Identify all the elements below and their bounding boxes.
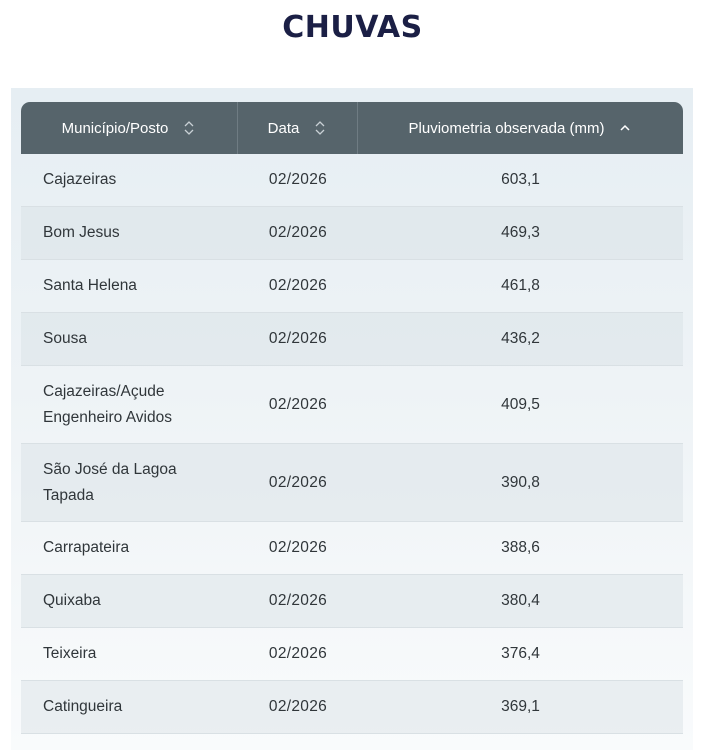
table-row bbox=[21, 681, 683, 734]
cell-municipio: Teixeira bbox=[43, 645, 97, 662]
cell-data: 02/2026 bbox=[268, 395, 328, 413]
table-row bbox=[21, 522, 683, 575]
cell-municipio: Carrapateira bbox=[43, 539, 130, 556]
table-row bbox=[21, 207, 683, 260]
column-header-data[interactable] bbox=[238, 102, 358, 154]
cell-data: 02/2026 bbox=[268, 330, 328, 347]
table-row bbox=[21, 628, 683, 681]
sort-both-icon[interactable] bbox=[313, 118, 327, 138]
cell-data: 02/2026 bbox=[268, 473, 328, 491]
cell-data: 02/2026 bbox=[268, 592, 328, 609]
table-row bbox=[21, 154, 683, 207]
cell-pluviometria: 390,8 bbox=[501, 473, 540, 491]
table-row bbox=[21, 366, 683, 444]
cell-municipio: Cajazeiras/Açude Engenheiro Avidos bbox=[43, 382, 172, 426]
column-header-label: Data bbox=[267, 119, 300, 137]
rainfall-panel bbox=[11, 88, 693, 750]
cell-pluviometria: 369,1 bbox=[501, 698, 540, 715]
cell-pluviometria: 461,8 bbox=[501, 277, 540, 294]
table-row bbox=[21, 313, 683, 366]
rainfall-table bbox=[21, 102, 683, 734]
cell-municipio: São José da Lagoa Tapada bbox=[43, 460, 177, 504]
table-header bbox=[21, 102, 683, 154]
sort-up-icon[interactable] bbox=[618, 118, 632, 138]
cell-pluviometria: 436,2 bbox=[501, 330, 540, 347]
cell-municipio: Sousa bbox=[43, 330, 87, 347]
cell-municipio: Catingueira bbox=[43, 698, 123, 715]
cell-pluviometria: 376,4 bbox=[501, 645, 540, 662]
column-header-municipio[interactable] bbox=[21, 102, 238, 154]
cell-municipio: Santa Helena bbox=[43, 277, 137, 294]
column-header-label: Pluviometria observada (mm) bbox=[408, 119, 605, 137]
sort-both-icon[interactable] bbox=[182, 118, 196, 138]
table-row bbox=[21, 444, 683, 522]
cell-municipio: Bom Jesus bbox=[43, 224, 120, 241]
cell-data: 02/2026 bbox=[268, 698, 328, 715]
cell-pluviometria: 380,4 bbox=[501, 592, 540, 609]
cell-municipio: Cajazeiras bbox=[43, 171, 117, 188]
table-row bbox=[21, 575, 683, 628]
table-row bbox=[21, 260, 683, 313]
page-title: CHUVAS bbox=[282, 10, 423, 45]
cell-municipio: Quixaba bbox=[43, 592, 101, 609]
column-header-pluviometria[interactable] bbox=[358, 102, 683, 154]
cell-pluviometria: 603,1 bbox=[501, 171, 540, 188]
column-header-label: Município/Posto bbox=[61, 119, 169, 137]
cell-data: 02/2026 bbox=[268, 645, 328, 662]
cell-pluviometria: 409,5 bbox=[501, 395, 540, 413]
cell-data: 02/2026 bbox=[268, 224, 328, 241]
cell-data: 02/2026 bbox=[268, 171, 328, 188]
cell-data: 02/2026 bbox=[268, 277, 328, 294]
cell-pluviometria: 469,3 bbox=[501, 224, 540, 241]
cell-data: 02/2026 bbox=[268, 539, 328, 556]
cell-pluviometria: 388,6 bbox=[501, 539, 540, 556]
